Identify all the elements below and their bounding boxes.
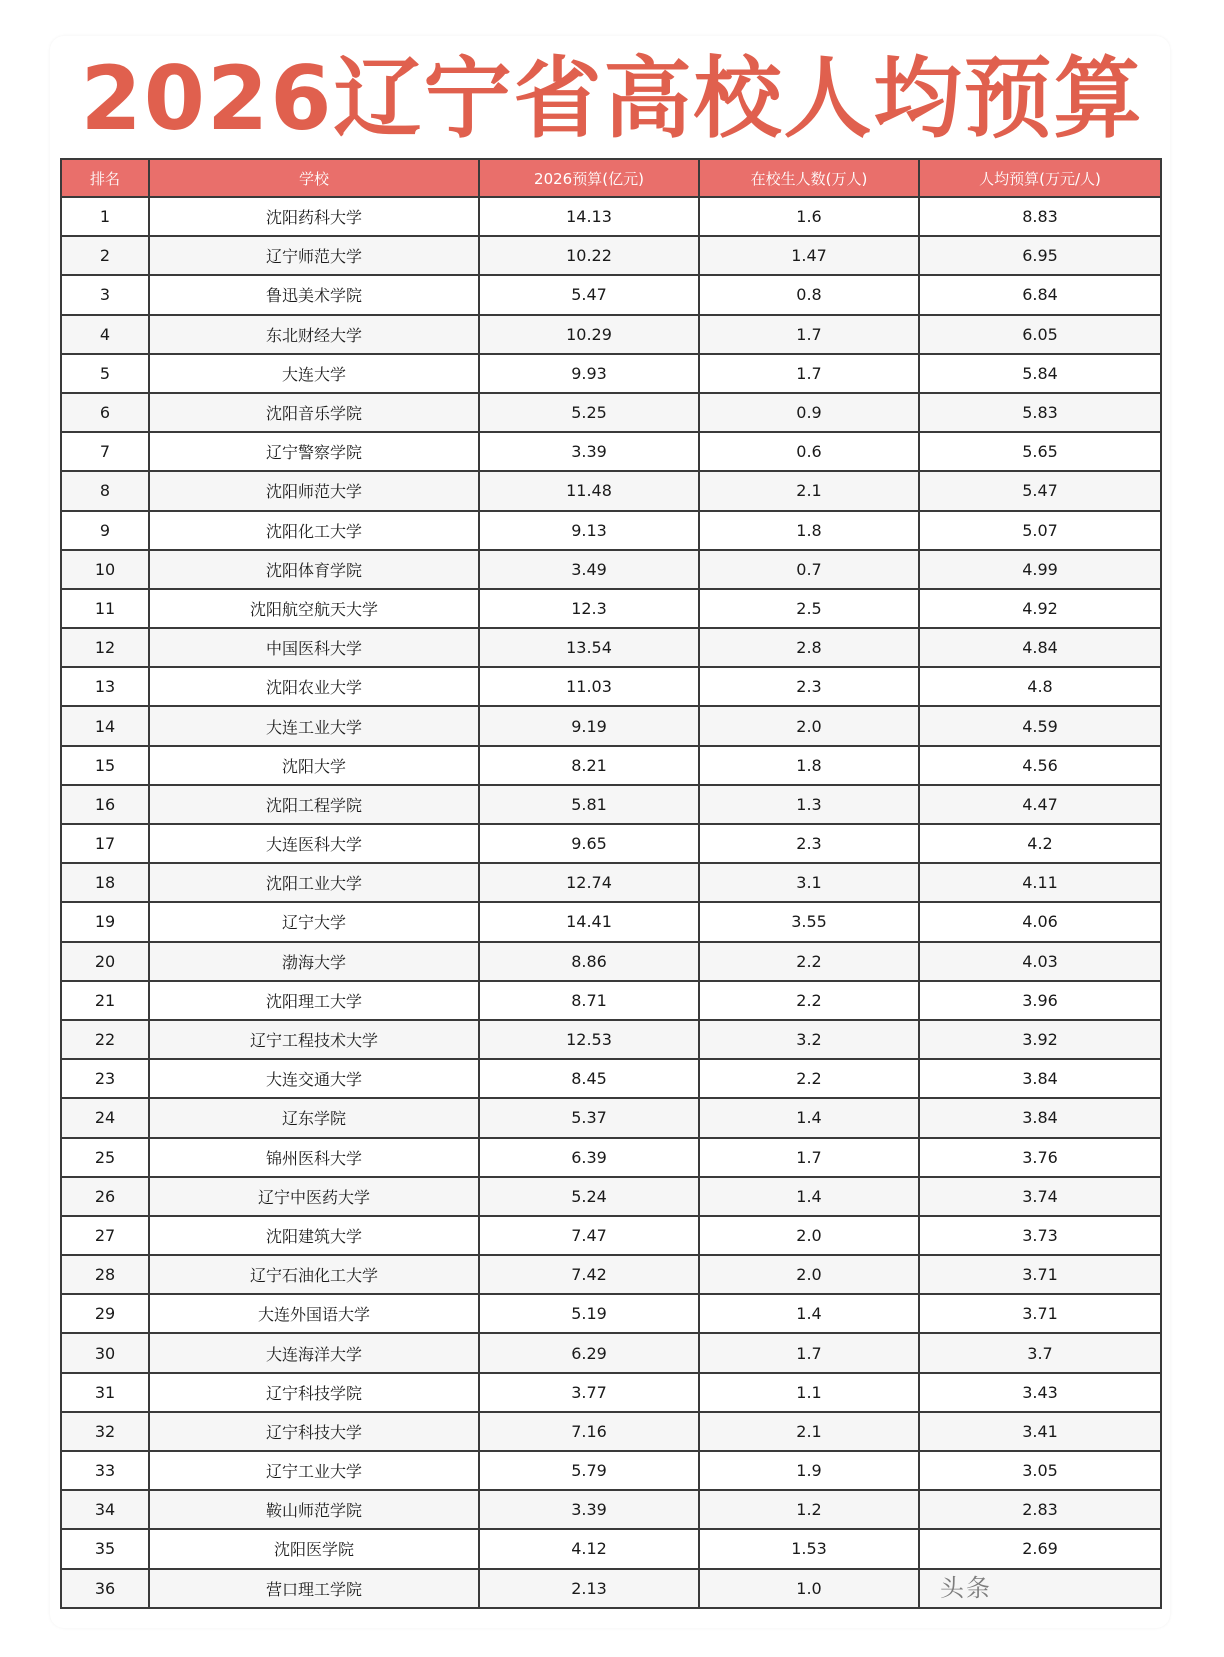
cell-students: 3.1: [699, 863, 919, 902]
cell-budget: 13.54: [479, 628, 699, 667]
cell-rank: 30: [61, 1333, 149, 1372]
cell-school: 鞍山师范学院: [149, 1490, 479, 1529]
cell-students: 1.9: [699, 1451, 919, 1490]
cell-school: 渤海大学: [149, 942, 479, 981]
table-row: [61, 1255, 1161, 1294]
cell-school: 沈阳化工大学: [149, 511, 479, 550]
cell-budget: 9.19: [479, 706, 699, 745]
cell-students: 0.9: [699, 393, 919, 432]
cell-students: 2.0: [699, 1216, 919, 1255]
page-title: 2026辽宁省高校人均预算: [80, 47, 1144, 150]
table-row: [61, 393, 1161, 432]
cell-per-capita: 4.59: [919, 706, 1161, 745]
cell-rank: 2: [61, 236, 149, 275]
cell-per-capita: 3.76: [919, 1138, 1161, 1177]
cell-school: 锦州医科大学: [149, 1138, 479, 1177]
cell-rank: 35: [61, 1529, 149, 1568]
cell-school: 辽宁石油化工大学: [149, 1255, 479, 1294]
budget-table: [60, 158, 1162, 1609]
cell-rank: 7: [61, 432, 149, 471]
table-row: [61, 824, 1161, 863]
cell-per-capita: 3.43: [919, 1373, 1161, 1412]
cell-per-capita: 3.92: [919, 1020, 1161, 1059]
cell-per-capita: 3.05: [919, 1451, 1161, 1490]
cell-students: 2.1: [699, 1412, 919, 1451]
cell-school: 沈阳理工大学: [149, 981, 479, 1020]
header-per-capita: 人均预算(万元/人): [919, 159, 1161, 197]
cell-students: 3.55: [699, 902, 919, 941]
cell-school: 沈阳工程学院: [149, 785, 479, 824]
cell-per-capita: 3.41: [919, 1412, 1161, 1451]
cell-budget: 6.39: [479, 1138, 699, 1177]
cell-rank: 4: [61, 315, 149, 354]
table-row: [61, 1529, 1161, 1568]
table-row: [61, 942, 1161, 981]
table-row: [61, 1294, 1161, 1333]
cell-school: 鲁迅美术学院: [149, 275, 479, 314]
cell-school: 沈阳大学: [149, 746, 479, 785]
cell-school: 营口理工学院: [149, 1569, 479, 1608]
table-row: [61, 1490, 1161, 1529]
cell-school: 中国医科大学: [149, 628, 479, 667]
cell-rank: 23: [61, 1059, 149, 1098]
cell-rank: 31: [61, 1373, 149, 1412]
cell-per-capita: 3.84: [919, 1098, 1161, 1137]
cell-per-capita: 6.84: [919, 275, 1161, 314]
cell-budget: 10.22: [479, 236, 699, 275]
table-row: [61, 315, 1161, 354]
cell-rank: 6: [61, 393, 149, 432]
table-row: [61, 1177, 1161, 1216]
header-students: 在校生人数(万人): [699, 159, 919, 197]
table-row: [61, 706, 1161, 745]
cell-school: 沈阳药科大学: [149, 197, 479, 236]
cell-rank: 24: [61, 1098, 149, 1137]
cell-budget: 3.39: [479, 1490, 699, 1529]
cell-budget: 11.48: [479, 471, 699, 510]
cell-school: 大连大学: [149, 354, 479, 393]
cell-students: 2.2: [699, 1059, 919, 1098]
cell-rank: 8: [61, 471, 149, 510]
cell-students: 1.8: [699, 746, 919, 785]
cell-school: 辽东学院: [149, 1098, 479, 1137]
cell-per-capita: 4.06: [919, 902, 1161, 941]
cell-budget: 5.19: [479, 1294, 699, 1333]
cell-rank: 11: [61, 589, 149, 628]
cell-budget: 8.45: [479, 1059, 699, 1098]
table-row: [61, 432, 1161, 471]
cell-budget: 6.29: [479, 1333, 699, 1372]
table-row: [61, 354, 1161, 393]
cell-rank: 14: [61, 706, 149, 745]
header-budget: 2026预算(亿元): [479, 159, 699, 197]
cell-students: 2.8: [699, 628, 919, 667]
cell-rank: 5: [61, 354, 149, 393]
cell-rank: 29: [61, 1294, 149, 1333]
table-row: [61, 589, 1161, 628]
cell-rank: 34: [61, 1490, 149, 1529]
table-row: [61, 981, 1161, 1020]
cell-per-capita: 4.11: [919, 863, 1161, 902]
cell-per-capita: 4.03: [919, 942, 1161, 981]
cell-per-capita: 4.92: [919, 589, 1161, 628]
cell-budget: 5.79: [479, 1451, 699, 1490]
cell-budget: 3.49: [479, 550, 699, 589]
table-row: [61, 785, 1161, 824]
cell-budget: 7.16: [479, 1412, 699, 1451]
cell-school: 辽宁中医药大学: [149, 1177, 479, 1216]
cell-budget: 5.25: [479, 393, 699, 432]
cell-per-capita: 3.74: [919, 1177, 1161, 1216]
cell-school: 沈阳工业大学: [149, 863, 479, 902]
cell-per-capita: 6.05: [919, 315, 1161, 354]
cell-school: 辽宁科技大学: [149, 1412, 479, 1451]
cell-rank: 32: [61, 1412, 149, 1451]
table-row: [61, 1138, 1161, 1177]
cell-per-capita: 3.71: [919, 1255, 1161, 1294]
cell-rank: 33: [61, 1451, 149, 1490]
cell-rank: 27: [61, 1216, 149, 1255]
watermark: 头条: [940, 1574, 992, 1602]
cell-school: 沈阳医学院: [149, 1529, 479, 1568]
cell-school: 大连医科大学: [149, 824, 479, 863]
cell-school: 沈阳音乐学院: [149, 393, 479, 432]
table-row: [61, 1412, 1161, 1451]
table-row: [61, 511, 1161, 550]
cell-students: 2.3: [699, 667, 919, 706]
cell-budget: 8.71: [479, 981, 699, 1020]
cell-school: 辽宁警察学院: [149, 432, 479, 471]
cell-students: 1.47: [699, 236, 919, 275]
cell-students: 1.53: [699, 1529, 919, 1568]
cell-school: 沈阳建筑大学: [149, 1216, 479, 1255]
cell-school: 辽宁工程技术大学: [149, 1020, 479, 1059]
cell-budget: 9.13: [479, 511, 699, 550]
cell-students: 1.7: [699, 315, 919, 354]
table-row: [61, 628, 1161, 667]
cell-budget: 5.37: [479, 1098, 699, 1137]
cell-per-capita: 4.56: [919, 746, 1161, 785]
cell-students: 1.3: [699, 785, 919, 824]
cell-per-capita: 8.83: [919, 197, 1161, 236]
cell-students: 1.4: [699, 1294, 919, 1333]
cell-budget: 12.53: [479, 1020, 699, 1059]
cell-students: 3.2: [699, 1020, 919, 1059]
cell-per-capita: 3.96: [919, 981, 1161, 1020]
cell-per-capita: 6.95: [919, 236, 1161, 275]
cell-budget: 9.65: [479, 824, 699, 863]
cell-school: 大连外国语大学: [149, 1294, 479, 1333]
cell-per-capita: 3.84: [919, 1059, 1161, 1098]
cell-budget: 3.77: [479, 1373, 699, 1412]
table-row: [61, 197, 1161, 236]
cell-rank: 12: [61, 628, 149, 667]
cell-budget: 8.86: [479, 942, 699, 981]
cell-students: 1.7: [699, 354, 919, 393]
cell-students: 2.0: [699, 706, 919, 745]
cell-budget: 14.41: [479, 902, 699, 941]
cell-students: 0.6: [699, 432, 919, 471]
cell-per-capita: 3.71: [919, 1294, 1161, 1333]
table-row: [61, 1098, 1161, 1137]
header-school: 学校: [149, 159, 479, 197]
cell-budget: 11.03: [479, 667, 699, 706]
cell-budget: 10.29: [479, 315, 699, 354]
cell-budget: 14.13: [479, 197, 699, 236]
cell-per-capita: 4.47: [919, 785, 1161, 824]
table-row: [61, 1020, 1161, 1059]
cell-budget: 2.13: [479, 1569, 699, 1608]
table-body: [61, 197, 1161, 1608]
cell-per-capita: 2.69: [919, 1529, 1161, 1568]
cell-school: 辽宁大学: [149, 902, 479, 941]
cell-budget: 9.93: [479, 354, 699, 393]
cell-students: 2.3: [699, 824, 919, 863]
cell-students: 1.1: [699, 1373, 919, 1412]
cell-budget: 7.47: [479, 1216, 699, 1255]
cell-rank: 21: [61, 981, 149, 1020]
cell-students: 1.7: [699, 1138, 919, 1177]
cell-students: 2.1: [699, 471, 919, 510]
cell-school: 大连交通大学: [149, 1059, 479, 1098]
cell-rank: 13: [61, 667, 149, 706]
cell-budget: 4.12: [479, 1529, 699, 1568]
cell-rank: 19: [61, 902, 149, 941]
cell-per-capita: 4.8: [919, 667, 1161, 706]
cell-per-capita: 5.65: [919, 432, 1161, 471]
cell-per-capita: 2.83: [919, 1490, 1161, 1529]
table-row: [61, 746, 1161, 785]
table-row: [61, 667, 1161, 706]
cell-students: 1.4: [699, 1098, 919, 1137]
cell-school: 沈阳航空航天大学: [149, 589, 479, 628]
cell-school: 沈阳师范大学: [149, 471, 479, 510]
cell-rank: 3: [61, 275, 149, 314]
cell-per-capita: 5.07: [919, 511, 1161, 550]
cell-school: 大连海洋大学: [149, 1333, 479, 1372]
table-row: [61, 1216, 1161, 1255]
cell-rank: 26: [61, 1177, 149, 1216]
cell-students: 1.6: [699, 197, 919, 236]
cell-rank: 15: [61, 746, 149, 785]
cell-students: 0.7: [699, 550, 919, 589]
cell-per-capita: 5.83: [919, 393, 1161, 432]
table-header-row: [61, 159, 1161, 197]
cell-school: 辽宁师范大学: [149, 236, 479, 275]
table-row: [61, 1059, 1161, 1098]
table-row: [61, 275, 1161, 314]
cell-students: 2.0: [699, 1255, 919, 1294]
cell-per-capita: 5.47: [919, 471, 1161, 510]
table-row: [61, 863, 1161, 902]
cell-school: 东北财经大学: [149, 315, 479, 354]
cell-school: 辽宁科技学院: [149, 1373, 479, 1412]
table-row: [61, 1451, 1161, 1490]
header-rank: 排名: [61, 159, 149, 197]
table-row: [61, 550, 1161, 589]
cell-per-capita: 4.2: [919, 824, 1161, 863]
cell-per-capita: 3.73: [919, 1216, 1161, 1255]
cell-per-capita: 4.84: [919, 628, 1161, 667]
cell-students: 2.2: [699, 981, 919, 1020]
cell-budget: 7.42: [479, 1255, 699, 1294]
cell-budget: 3.39: [479, 432, 699, 471]
cell-rank: 17: [61, 824, 149, 863]
cell-students: 2.5: [699, 589, 919, 628]
cell-budget: 5.47: [479, 275, 699, 314]
cell-rank: 20: [61, 942, 149, 981]
cell-students: 2.2: [699, 942, 919, 981]
cell-rank: 36: [61, 1569, 149, 1608]
cell-rank: 1: [61, 197, 149, 236]
cell-per-capita: 5.84: [919, 354, 1161, 393]
table-row: [61, 236, 1161, 275]
table-row: [61, 1373, 1161, 1412]
cell-budget: 5.24: [479, 1177, 699, 1216]
cell-budget: 12.74: [479, 863, 699, 902]
cell-school: 大连工业大学: [149, 706, 479, 745]
table-row: [61, 471, 1161, 510]
table-row: [61, 902, 1161, 941]
cell-students: 1.4: [699, 1177, 919, 1216]
cell-rank: 10: [61, 550, 149, 589]
cell-rank: 18: [61, 863, 149, 902]
cell-budget: 5.81: [479, 785, 699, 824]
cell-rank: 16: [61, 785, 149, 824]
cell-students: 1.8: [699, 511, 919, 550]
table-row: [61, 1333, 1161, 1372]
cell-students: 0.8: [699, 275, 919, 314]
cell-rank: 22: [61, 1020, 149, 1059]
cell-students: 1.2: [699, 1490, 919, 1529]
cell-students: 1.0: [699, 1569, 919, 1608]
cell-rank: 9: [61, 511, 149, 550]
cell-per-capita: 3.7: [919, 1333, 1161, 1372]
cell-budget: 12.3: [479, 589, 699, 628]
cell-school: 沈阳农业大学: [149, 667, 479, 706]
cell-school: 沈阳体育学院: [149, 550, 479, 589]
cell-students: 1.7: [699, 1333, 919, 1372]
cell-school: 辽宁工业大学: [149, 1451, 479, 1490]
cell-per-capita: 4.99: [919, 550, 1161, 589]
cell-rank: 28: [61, 1255, 149, 1294]
cell-budget: 8.21: [479, 746, 699, 785]
cell-rank: 25: [61, 1138, 149, 1177]
